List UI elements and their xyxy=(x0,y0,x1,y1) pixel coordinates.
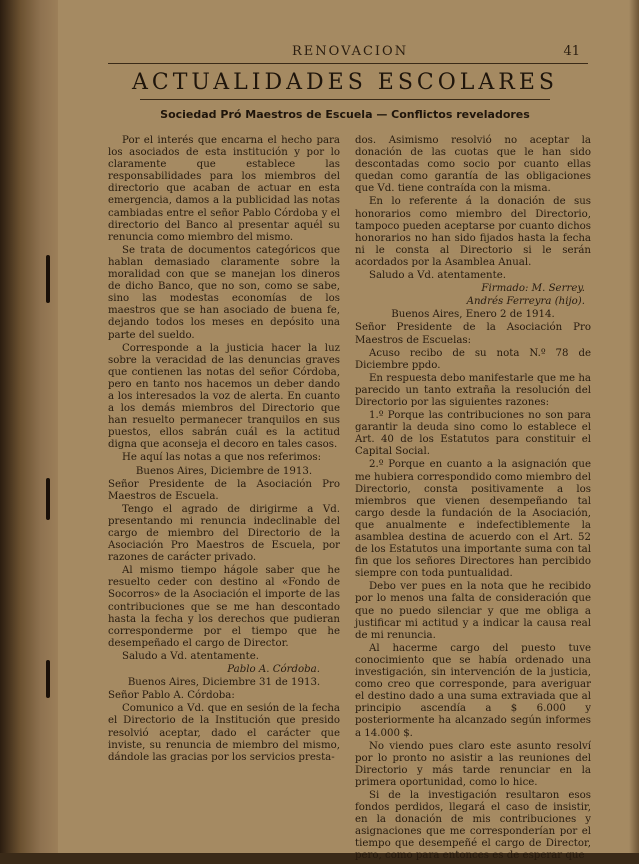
paragraph: Al hacerme cargo del puesto tuve conocimiento que se había ordenado una investigación, sin intervención de la justicia, como creo que corresponde, para averiguar el destino dado a una suma extraviada que al principio ascendía a $ 6.000 y posteriormente ha alcanzado según informes a 14.000 $. xyxy=(355,642,591,739)
letter-addressee: Señor Presidente de la Asociación Pro Maestros de Escuela. xyxy=(108,478,340,502)
paragraph: No viendo pues claro este asunto resolví por lo pronto no asistir a las reuniones del Directorio y más tarde renunciar en la primera oportunidad, como lo hice. xyxy=(355,740,591,788)
paragraph: Tengo el agrado de dirigirme a Vd. presentando mi renuncia indeclinable del cargo de miembro del Directorio de la Asociación Pro Maestros de Escuela, por razones de carácter privado. xyxy=(108,503,340,564)
page-edge xyxy=(629,0,639,853)
signature: Firmado: M. Serrey. xyxy=(481,283,585,295)
paragraph: Acuso recibo de su nota N.º 78 de Diciembre ppdo. xyxy=(355,347,591,371)
paragraph: 2.º Porque en cuanto a la asignación que me hubiera correspondido como miembro del Directorio, consta positivamente a los miembros que vienen desempeñando tal cargo desde la fundación de la Asociación, que anualmente e indefectiblemente la asamblea destina de acuerdo con el Art. 52 de los Estatutos una importante suma con tal fin que los señores Directores han percibido siempre con toda puntualidad. xyxy=(355,459,591,580)
paragraph: Si de la investigación resultaron esos fondos perdidos, llegará el caso de insistir, en la donación de mis contribuciones y asignaciones que me corresponderían por el tiempo que desempeñé el cargo de Director, pero, como para entonces es de esperar que xyxy=(355,789,591,862)
binding-mark xyxy=(46,660,50,698)
page-number: 41 xyxy=(563,44,580,59)
letter-addressee: Señor Pablo A. Córdoba: xyxy=(108,690,235,702)
title-rule xyxy=(140,99,550,100)
left-column xyxy=(108,135,340,765)
paragraph: En lo referente á la donación de sus honorarios como miembro del Directorio, tampoco pueden aceptarse por cuanto dichos honorarios no han sido fijados hasta la fecha ni le consta al Directorio si le serán acordados por la Asamblea Anual. xyxy=(355,196,591,268)
binding-mark xyxy=(46,478,50,520)
paragraph: Se trata de documentos categóricos que hablan demasiado claramente sobre la moralidad con que se manejan los dineros de dicho Banco, que no son, como se sabe, sino las modestas economías de los maestros que se han asociado de buena fe, dejando todos los meses en depósito una parte del sueldo. xyxy=(108,244,340,341)
paragraph: dos. Asimismo resolvió no aceptar la donación de las cuotas que le han sido descontadas como socio por cuanto ellas quedan como garantía de las obligaciones que Vd. tiene contraída con la misma. xyxy=(355,135,591,195)
running-title: RENOVACION xyxy=(292,44,409,59)
letter-date: Buenos Aires, Diciembre de 1913. xyxy=(135,465,313,477)
paragraph: En respuesta debo manifestarle que me ha parecido un tanto extraña la resolución del Directorio por las siguientes razones: xyxy=(355,372,591,408)
letter-date: Buenos Aires, Diciembre 31 de 1913. xyxy=(127,677,321,689)
signature: Andrés Ferreyra (hijo). xyxy=(466,296,585,308)
paragraph: He aquí las notas a que nos referimos: xyxy=(122,452,322,464)
letter-date: Buenos Aires, Enero 2 de 1914. xyxy=(391,309,555,321)
article-title: ACTUALIDADES ESCOLARES xyxy=(132,70,558,95)
header-rule xyxy=(108,63,588,64)
paragraph: Comunico a Vd. que en sesión de la fecha el Directorio de la Institución que presido resolvió aceptar, dado el carácter que inviste, su renuncia de miembro del mismo, dándole las gracias por los servicios presta- xyxy=(108,703,340,763)
paragraph: Saludo a Vd. atentamente. xyxy=(369,270,506,282)
paragraph: 1.º Porque las contribuciones no son para garantir la deuda sino como lo establece el Art. 40 de los Estatutos para constituir el Capital Social. xyxy=(355,410,591,458)
paragraph: Corresponde a la justicia hacer la luz sobre la veracidad de las denuncias graves que contienen las notas del señor Córdoba, pero en tanto nos hacemos un deber dando a los interesados la voz de alerta. En cuanto a los demás miembros del Directorio que han resuelto permanecer tranquilos en sus puestos, ellos sabrán cuál es la actitud digna que aconseja el decoro en tales casos. xyxy=(108,342,340,451)
signature: Pablo A. Córdoba. xyxy=(227,664,320,676)
article-subtitle: Sociedad Pró Maestros de Escuela — Conflictos reveladores xyxy=(160,108,530,121)
paragraph: Al mismo tiempo hágole saber que he resuelto ceder con destino al «Fondo de Socorros» de la Asociación el importe de las contribuciones que se me han descontado hasta la fecha y los derechos que pudieran corresponderme por el tiempo que he desempeñado el cargo de Director. xyxy=(108,565,340,649)
paragraph: Debo ver pues en la nota que he recibido por lo menos una falta de consideración que que no puedo silenciar y que me obliga a justificar mi actitud y a indicar la causa real de mi renuncia. xyxy=(355,581,591,641)
page-gutter xyxy=(0,0,58,853)
binding-mark xyxy=(46,255,50,303)
paragraph: Por el interés que encarna el hecho para los asociados de esta institución y por lo claramente que establece las responsabilidades para los miembros del directorio que acaban de actuar en esta emergencia, damos a la publicidad las notas cambiadas entre el señor Pablo Córdoba y el directorio del Banco al presentar aquél su renuncia como miembro del mismo. xyxy=(108,135,340,243)
right-column xyxy=(355,135,591,864)
letter-addressee: Señor Presidente de la Asociación Pro Maestros de Escuelas: xyxy=(355,322,591,346)
running-header xyxy=(110,44,580,62)
paragraph: Saludo a Vd. atentamente. xyxy=(122,650,259,662)
